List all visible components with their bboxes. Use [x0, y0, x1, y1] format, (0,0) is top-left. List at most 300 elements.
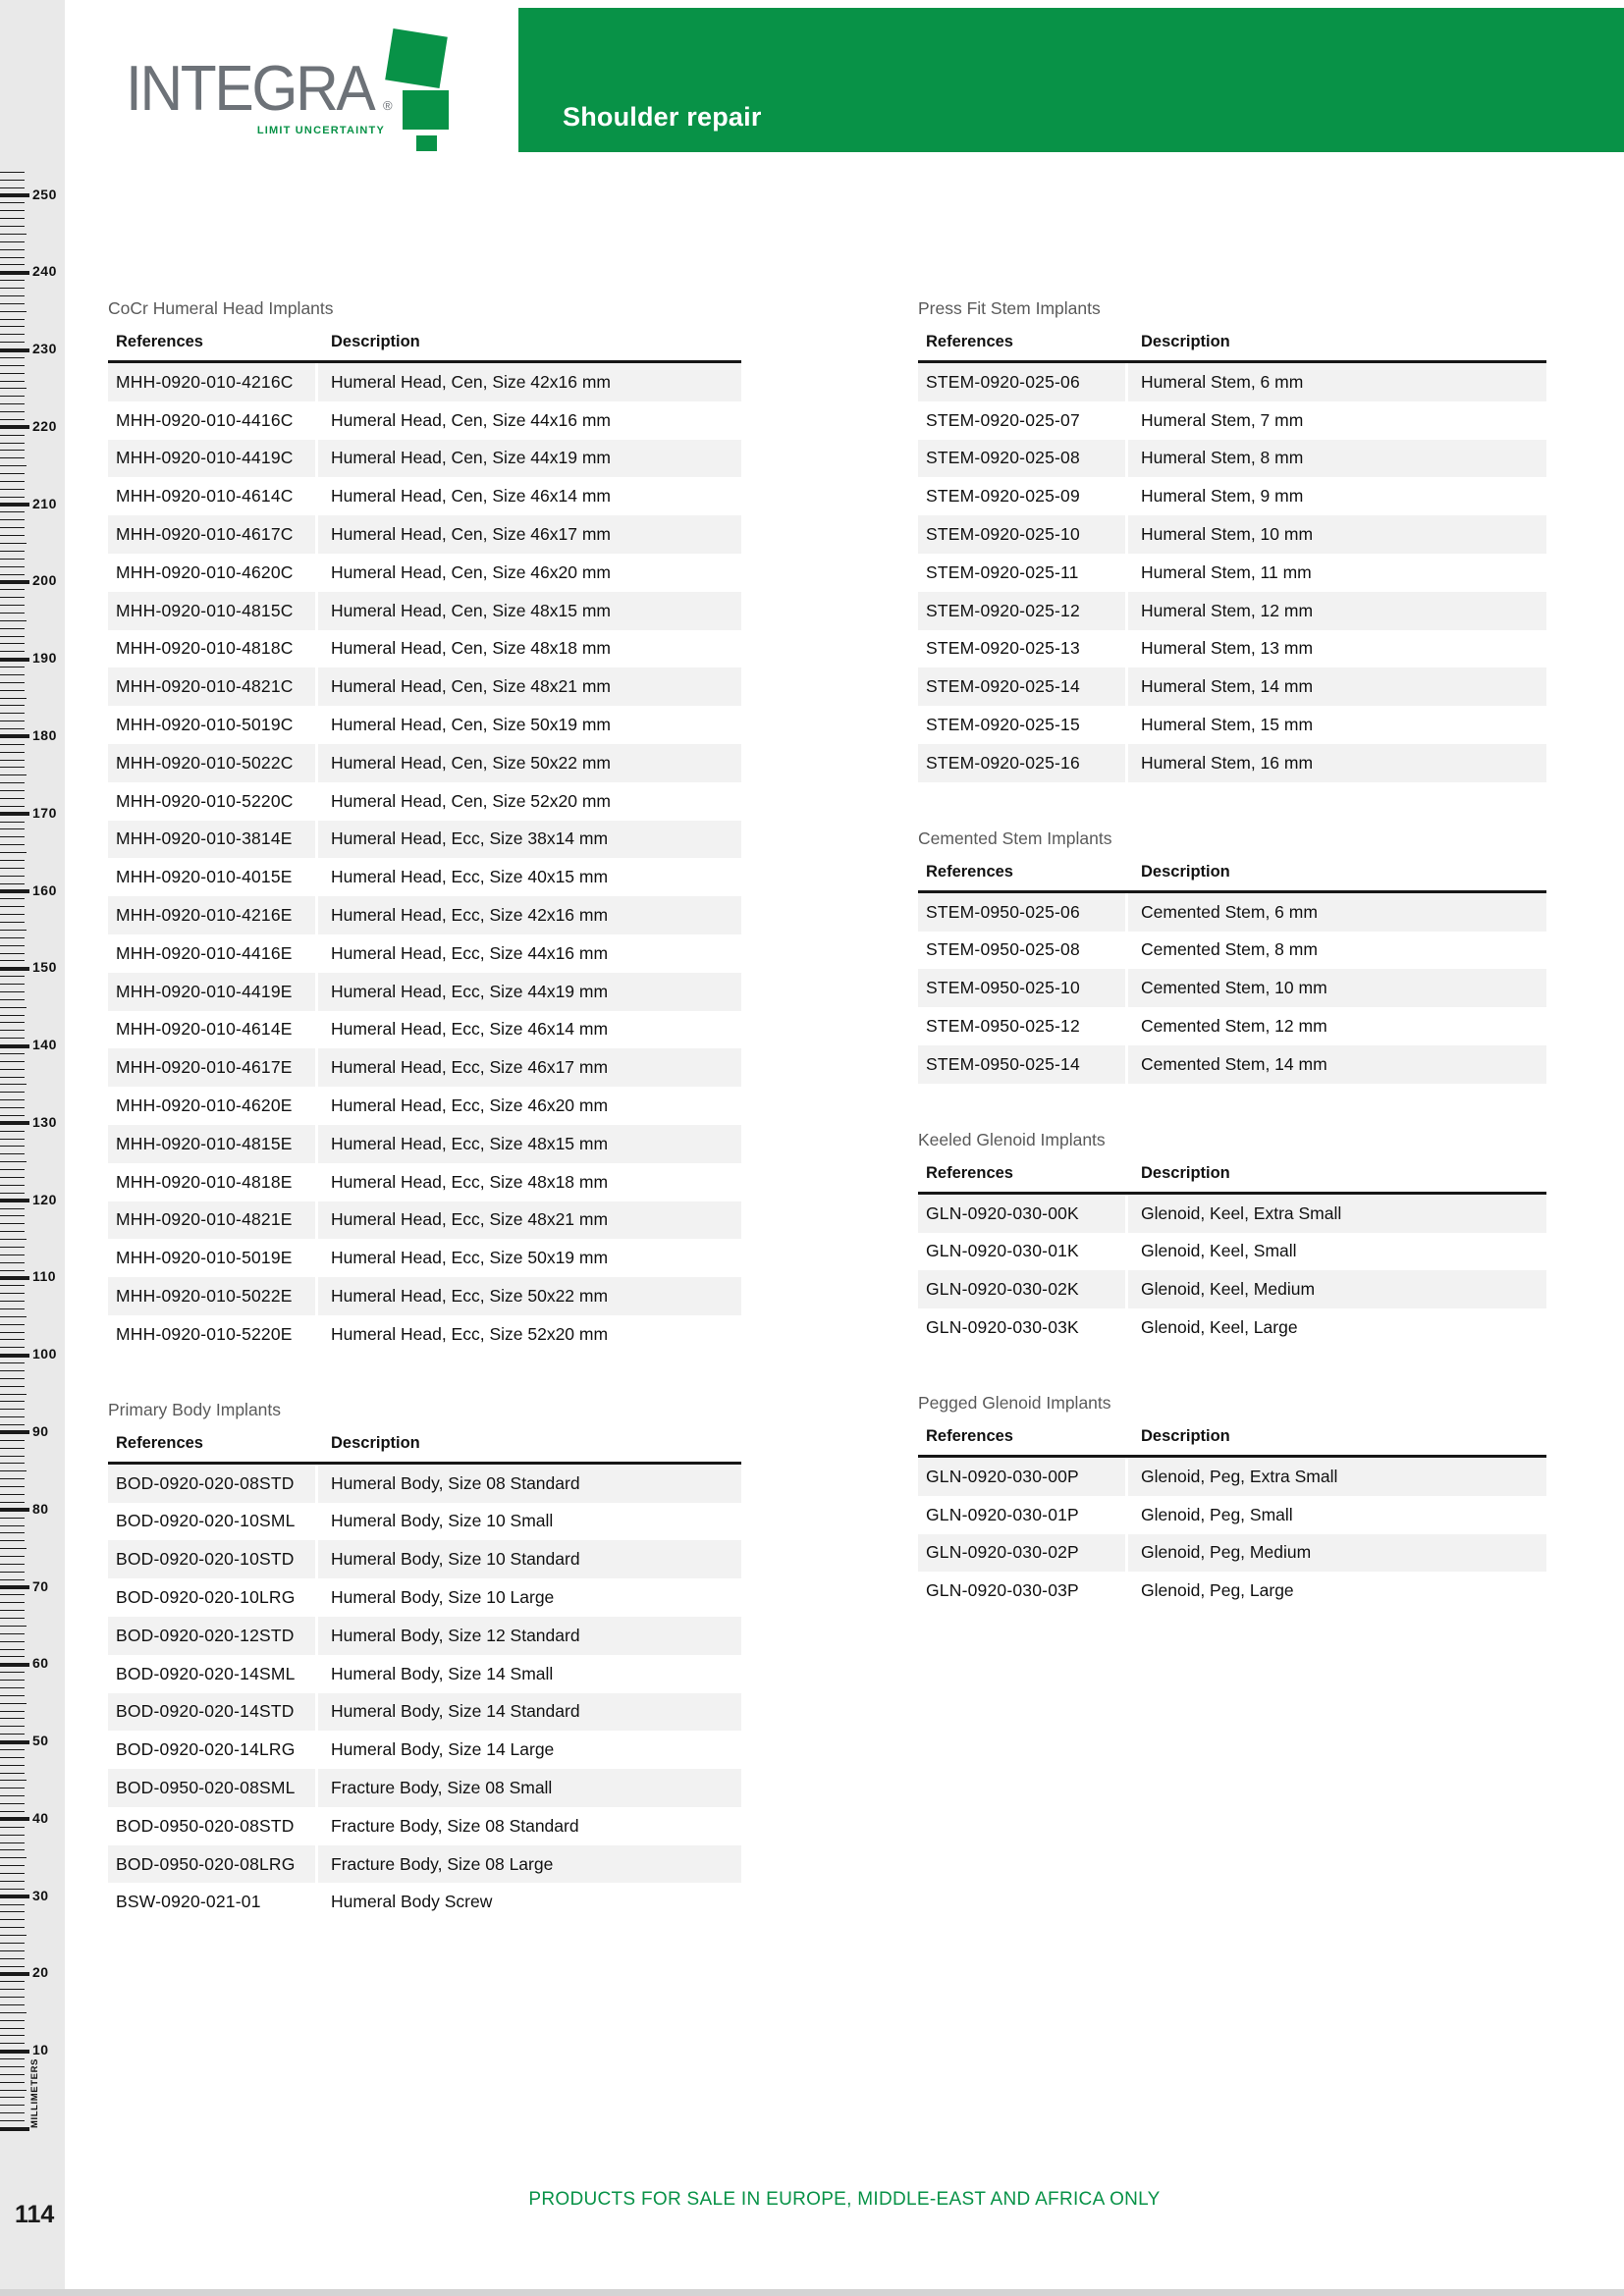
logo-square-icon — [403, 90, 449, 130]
reference-cell: STEM-0920-025-09 — [926, 486, 1080, 507]
reference-cell: BOD-0950-020-08STD — [116, 1815, 295, 1836]
description-cell: Fracture Body, Size 08 Standard — [331, 1815, 579, 1836]
table-row — [108, 515, 741, 554]
ruler-label: 80 — [32, 1500, 49, 1517]
description-cell: Humeral Stem, 7 mm — [1141, 409, 1304, 430]
reference-cell: GLN-0920-030-02P — [918, 1534, 1125, 1573]
ruler-tick — [0, 1069, 25, 1070]
reference-cell: GLN-0920-030-00P — [918, 1458, 1125, 1496]
reference-cell: MHH-0920-010-4015E — [116, 867, 293, 887]
ruler-tick — [0, 1022, 25, 1023]
ruler-tick — [0, 1532, 25, 1533]
logo-square-icon — [416, 135, 437, 151]
ruler-tick — [0, 1919, 25, 1920]
ruler-tick — [0, 257, 25, 258]
ruler-unit-label: MILLIMETERS — [29, 2058, 40, 2128]
reference-cell: BOD-0920-020-08STD — [108, 1465, 315, 1503]
description-cell: Humeral Head, Ecc, Size 52x20 mm — [331, 1323, 609, 1344]
ruler-tick — [0, 1857, 27, 1858]
ruler-tick — [0, 473, 25, 474]
description-cell: Humeral Body, Size 12 Standard — [318, 1617, 741, 1655]
ruler-tick — [0, 906, 25, 907]
ruler-tick — [0, 210, 25, 211]
table-row — [108, 477, 741, 515]
ruler-tick — [0, 2035, 25, 2036]
table-row — [108, 1617, 741, 1655]
ruler-tick — [0, 551, 25, 552]
reference-cell: BOD-0920-020-10SML — [116, 1511, 296, 1531]
ruler-tick — [0, 1594, 25, 1595]
ruler-tick — [0, 836, 25, 837]
table-body — [918, 363, 1546, 782]
reference-cell: MHH-0920-010-4419E — [108, 973, 315, 1011]
description-column-header: Description — [331, 333, 420, 350]
table-row — [918, 630, 1546, 668]
reference-cell: MHH-0920-010-5220E — [116, 1323, 293, 1344]
table-row — [918, 554, 1546, 592]
ruler-tick — [0, 373, 25, 374]
registered-trademark-symbol: ® — [383, 98, 393, 113]
ruler-tick — [0, 503, 29, 507]
ruler-tick — [0, 1470, 27, 1471]
ruler-tick — [0, 1084, 27, 1085]
ruler-tick — [0, 690, 25, 691]
description-cell: Glenoid, Keel, Medium — [1128, 1270, 1546, 1308]
ruler-tick — [0, 580, 29, 584]
ruler-tick — [0, 806, 25, 807]
ruler-tick — [0, 234, 27, 235]
table-body — [108, 363, 741, 1354]
ruler-tick — [0, 1695, 25, 1696]
logo-tagline: LIMIT UNCERTAINTY — [256, 125, 385, 136]
description-cell: Humeral Stem, 16 mm — [1128, 744, 1546, 782]
table-row — [918, 592, 1546, 630]
ruler-tick — [0, 1734, 25, 1735]
ruler-tick — [0, 2082, 25, 2083]
ruler-tick — [0, 1030, 25, 1031]
description-cell: Humeral Body Screw — [331, 1892, 493, 1912]
description-cell: Humeral Body, Size 10 Large — [331, 1587, 555, 1607]
ruler-tick — [0, 249, 25, 250]
ruler-tick — [0, 945, 25, 946]
table-row — [108, 1277, 741, 1315]
ruler-label: 160 — [32, 881, 57, 898]
ruler-tick — [0, 1827, 25, 1828]
tables-column-left — [108, 297, 741, 1966]
ruler-tick — [0, 574, 25, 575]
ruler-label: 90 — [32, 1422, 49, 1439]
ruler-tick — [0, 1208, 25, 1209]
ruler-tick — [0, 1193, 25, 1194]
table-row — [918, 440, 1546, 478]
ruler-tick — [0, 1610, 25, 1611]
table-header-row — [918, 1164, 1546, 1195]
reference-cell: STEM-0920-025-12 — [918, 592, 1125, 630]
ruler-tick — [0, 1077, 25, 1078]
logo-square-icon — [385, 28, 448, 88]
table-section — [918, 1392, 1546, 1610]
table-section — [918, 297, 1546, 782]
ruler-tick — [0, 1718, 25, 1719]
ruler-tick — [0, 1131, 25, 1132]
ruler-tick — [0, 1981, 25, 1982]
description-cell: Cemented Stem, 10 mm — [1128, 969, 1546, 1007]
ruler-label: 150 — [32, 959, 57, 976]
reference-cell: MHH-0920-010-5019C — [116, 715, 294, 735]
ruler-tick — [0, 1711, 25, 1712]
table-row — [108, 667, 741, 706]
table-row — [108, 1503, 741, 1541]
ruler-tick — [0, 1324, 25, 1325]
ruler-tick — [0, 1540, 25, 1541]
ruler-tick — [0, 1726, 25, 1727]
reference-cell: BOD-0920-020-14STD — [108, 1693, 315, 1732]
reference-cell: MHH-0920-010-5022C — [108, 744, 315, 782]
ruler-tick — [0, 2066, 25, 2067]
ruler-tick — [0, 860, 25, 861]
ruler-tick — [0, 790, 25, 791]
reference-cell: BSW-0920-021-01 — [116, 1892, 261, 1912]
reference-cell: STEM-0920-025-10 — [918, 515, 1125, 554]
ruler-tick — [0, 937, 25, 938]
reference-cell: MHH-0920-010-4614E — [116, 1019, 293, 1040]
ruler-tick — [0, 2120, 25, 2121]
ruler-tick — [0, 271, 29, 275]
ruler-tick — [0, 1842, 25, 1843]
ruler-tick — [0, 288, 25, 289]
table-row — [918, 744, 1546, 782]
ruler-tick — [0, 450, 25, 451]
ruler-tick — [0, 457, 25, 458]
reference-cell: GLN-0920-030-00K — [918, 1195, 1125, 1233]
ruler-tick — [0, 365, 25, 366]
ruler-tick — [0, 2105, 25, 2106]
table-body — [918, 1195, 1546, 1347]
description-cell: Humeral Stem, 14 mm — [1128, 667, 1546, 706]
ruler-tick — [0, 1997, 25, 1998]
ruler-tick — [0, 1409, 25, 1410]
description-cell: Cemented Stem, 14 mm — [1128, 1045, 1546, 1084]
ruler-label: 220 — [32, 417, 57, 434]
reference-cell: STEM-0920-025-08 — [918, 440, 1125, 478]
description-cell: Glenoid, Keel, Large — [1141, 1317, 1298, 1338]
ruler-label: 200 — [32, 572, 57, 589]
table-header-row — [918, 333, 1546, 363]
table-row — [918, 1270, 1546, 1308]
ruler-tick — [0, 1463, 25, 1464]
ruler-tick — [0, 1865, 25, 1866]
table-row — [108, 1048, 741, 1087]
integra-logo-text: INTEGRA — [126, 52, 374, 124]
table-row — [918, 1572, 1546, 1610]
description-cell: Humeral Head, Cen, Size 46x17 mm — [318, 515, 741, 554]
ruler-tick — [0, 1757, 25, 1758]
ruler-tick — [0, 1099, 25, 1100]
ruler-tick — [0, 425, 29, 429]
description-cell: Humeral Stem, 11 mm — [1141, 561, 1312, 582]
ruler-tick — [0, 1795, 25, 1796]
reference-cell: MHH-0920-010-4815C — [108, 592, 315, 630]
ruler-tick — [0, 728, 25, 729]
reference-cell: MHH-0920-010-4419C — [108, 440, 315, 478]
description-column-header: Description — [1141, 1163, 1230, 1182]
reference-cell: GLN-0920-030-02K — [918, 1270, 1125, 1308]
ruler-tick — [0, 1518, 25, 1519]
ruler-label: 50 — [32, 1733, 49, 1749]
table-row — [108, 1693, 741, 1732]
references-column-header: References — [926, 1163, 1013, 1182]
ruler-tick — [0, 1641, 25, 1642]
table-row — [108, 1769, 741, 1807]
ruler-tick — [0, 852, 27, 853]
reference-cell: MHH-0920-010-4818C — [116, 638, 294, 659]
ruler-tick — [0, 1215, 25, 1216]
ruler-tick — [0, 334, 25, 335]
ruler-label: 60 — [32, 1655, 49, 1672]
section-title: Keeled Glenoid Implants — [918, 1129, 1106, 1149]
ruler-tick — [0, 1740, 29, 1744]
table-row — [918, 1195, 1546, 1233]
ruler-tick — [0, 1347, 25, 1348]
reference-cell: STEM-0950-025-06 — [918, 893, 1125, 932]
reference-cell: MHH-0920-010-4821C — [108, 667, 315, 706]
ruler-tick — [0, 1354, 29, 1358]
ruler-tick — [0, 559, 25, 560]
description-column-header: Description — [1141, 862, 1230, 881]
table-section — [108, 1399, 741, 1922]
description-cell: Humeral Stem, 12 mm — [1128, 592, 1546, 630]
description-cell: Humeral Head, Cen, Size 44x19 mm — [318, 440, 741, 478]
ruler-tick — [0, 1803, 25, 1804]
description-cell: Humeral Head, Ecc, Size 46x17 mm — [318, 1048, 741, 1087]
ruler-tick — [0, 2058, 25, 2059]
section-title: Pegged Glenoid Implants — [918, 1392, 1111, 1413]
reference-cell: BOD-0920-020-10LRG — [116, 1587, 296, 1607]
reference-cell: GLN-0920-030-03P — [926, 1580, 1079, 1601]
ruler-tick — [0, 280, 25, 281]
ruler-tick — [0, 674, 25, 675]
ruler-tick — [0, 1247, 25, 1248]
reference-cell: STEM-0920-025-13 — [926, 638, 1080, 659]
table-row — [108, 401, 741, 440]
ruler-tick — [0, 868, 25, 869]
ruler-tick — [0, 1703, 27, 1704]
description-cell: Humeral Stem, 8 mm — [1128, 440, 1546, 478]
ruler-tick — [0, 1401, 25, 1402]
reference-cell: MHH-0920-010-4614C — [116, 486, 294, 507]
ruler-tick — [0, 613, 25, 614]
reference-cell: MHH-0920-010-3814E — [108, 821, 315, 859]
description-column-header: Description — [1141, 1426, 1230, 1445]
ruler-tick — [0, 1386, 25, 1387]
ruler-tick — [0, 914, 25, 915]
ruler-tick — [0, 519, 25, 520]
ruler-tick — [0, 1370, 25, 1371]
ruler-tick — [0, 883, 25, 884]
ruler-tick — [0, 1649, 25, 1650]
ruler-tick — [0, 767, 25, 768]
table-section — [108, 297, 741, 1354]
ruler-tick — [0, 2127, 29, 2131]
section-title: Press Fit Stem Implants — [918, 298, 1101, 318]
ruler-tick — [0, 930, 27, 931]
description-cell: Humeral Body, Size 10 Standard — [318, 1540, 741, 1578]
ruler-label: 180 — [32, 726, 57, 743]
ruler-tick — [0, 1199, 29, 1202]
reference-cell: BOD-0950-020-08LRG — [108, 1845, 315, 1884]
ruler-tick — [0, 1115, 25, 1116]
ruler-tick — [0, 1146, 25, 1147]
reference-cell: MHH-0920-010-4617C — [108, 515, 315, 554]
ruler-tick — [0, 1270, 25, 1271]
ruler-tick — [0, 1663, 29, 1667]
ruler-tick — [0, 1223, 25, 1224]
description-cell: Glenoid, Keel, Small — [1141, 1241, 1297, 1261]
description-cell: Humeral Head, Ecc, Size 42x16 mm — [318, 896, 741, 934]
footer-sale-notice: PRODUCTS FOR SALE IN EUROPE, MIDDLE-EAST AND AFRICA ONLY — [528, 2189, 1161, 2210]
ruler-tick — [0, 2028, 25, 2029]
ruler-tick — [0, 1927, 25, 1928]
ruler-tick — [0, 1362, 25, 1363]
ruler-tick — [0, 1092, 25, 1093]
ruler-tick — [0, 628, 25, 629]
ruler-tick — [0, 1378, 25, 1379]
ruler-tick — [0, 976, 25, 977]
references-column-header: References — [926, 862, 1013, 881]
table-row — [918, 667, 1546, 706]
ruler-tick — [0, 734, 29, 738]
reference-cell: STEM-0950-025-14 — [918, 1045, 1125, 1084]
ruler-tick — [0, 1817, 29, 1821]
ruler-tick — [0, 589, 25, 590]
ruler-tick — [0, 435, 25, 436]
ruler-tick — [0, 1749, 25, 1750]
ruler-tick — [0, 1301, 25, 1302]
ruler-tick — [0, 311, 27, 312]
description-cell: Humeral Head, Cen, Size 50x22 mm — [318, 744, 741, 782]
ruler-tick — [0, 953, 25, 954]
ruler-tick — [0, 202, 25, 203]
ruler-tick — [0, 774, 27, 775]
ruler-tick — [0, 636, 25, 637]
table-row — [918, 477, 1546, 515]
table-row — [108, 858, 741, 896]
table-row — [918, 893, 1546, 932]
ruler-tick — [0, 1773, 25, 1774]
description-cell: Humeral Head, Ecc, Size 50x22 mm — [318, 1277, 741, 1315]
ruler-tick — [0, 1572, 25, 1573]
ruler-tick — [0, 682, 25, 683]
ruler-tick — [0, 1680, 25, 1681]
reference-cell: MHH-0920-010-5220C — [116, 790, 294, 811]
ruler-tick — [0, 1508, 29, 1512]
references-column-header: References — [116, 1433, 203, 1452]
table-row — [108, 1011, 741, 1049]
ruler-tick — [0, 218, 25, 219]
ruler-tick — [0, 1656, 25, 1657]
ruler-tick — [0, 2043, 25, 2044]
ruler-tick — [0, 419, 25, 420]
reference-cell: STEM-0920-025-14 — [918, 667, 1125, 706]
ruler — [0, 0, 65, 2296]
ruler-tick — [0, 357, 25, 358]
description-cell: Humeral Head, Cen, Size 48x18 mm — [331, 638, 611, 659]
ruler-tick — [0, 2012, 27, 2013]
ruler-tick — [0, 1332, 25, 1333]
references-column-header: References — [116, 333, 203, 350]
ruler-label: 110 — [32, 1268, 57, 1285]
description-cell: Humeral Head, Cen, Size 52x20 mm — [331, 790, 611, 811]
ruler-label: 190 — [32, 650, 57, 667]
ruler-tick — [0, 348, 29, 352]
ruler-tick — [0, 264, 25, 265]
ruler-tick — [0, 698, 27, 699]
ruler-tick — [0, 1889, 25, 1890]
reference-cell: MHH-0920-010-4620C — [116, 561, 294, 582]
ruler-tick — [0, 960, 25, 961]
ruler-tick — [0, 752, 25, 753]
description-cell: Humeral Head, Cen, Size 48x21 mm — [318, 667, 741, 706]
ruler-tick — [0, 1633, 25, 1634]
ruler-tick — [0, 1061, 25, 1062]
description-cell: Glenoid, Keel, Extra Small — [1128, 1195, 1546, 1233]
description-cell: Humeral Head, Ecc, Size 50x19 mm — [331, 1248, 609, 1268]
ruler-tick — [0, 535, 25, 536]
ruler-tick — [0, 342, 25, 343]
ruler-tick — [0, 497, 25, 498]
ruler-tick — [0, 713, 25, 714]
table-row — [108, 744, 741, 782]
ruler-tick — [0, 226, 25, 227]
ruler-tick — [0, 597, 25, 598]
ruler-tick — [0, 319, 25, 320]
table-row — [108, 1655, 741, 1693]
ruler-tick — [0, 527, 25, 528]
ruler-tick — [0, 396, 25, 397]
reference-cell: MHH-0920-010-5022E — [108, 1277, 315, 1315]
description-cell: Humeral Head, Ecc, Size 46x20 mm — [331, 1095, 609, 1116]
ruler-tick — [0, 1169, 25, 1170]
table-row — [108, 934, 741, 973]
ruler-tick — [0, 1585, 29, 1589]
ruler-tick — [0, 2112, 25, 2113]
table-row — [108, 440, 741, 478]
table-row — [108, 896, 741, 934]
reference-cell: MHH-0920-010-4216C — [108, 363, 315, 401]
ruler-tick — [0, 1339, 25, 1340]
description-cell: Humeral Head, Ecc, Size 44x19 mm — [318, 973, 741, 1011]
description-cell: Cemented Stem, 12 mm — [1141, 1016, 1327, 1037]
reference-cell: MHH-0920-010-4821E — [108, 1201, 315, 1240]
ruler-label: 240 — [32, 263, 57, 280]
description-cell: Humeral Head, Cen, Size 44x16 mm — [331, 409, 611, 430]
table-row — [108, 1315, 741, 1354]
description-cell: Humeral Body, Size 10 Small — [331, 1511, 554, 1531]
description-cell: Glenoid, Peg, Medium — [1128, 1534, 1546, 1573]
ruler-tick — [0, 876, 25, 877]
table-row — [918, 1496, 1546, 1534]
ruler-tick — [0, 1950, 25, 1951]
description-cell: Glenoid, Peg, Large — [1141, 1580, 1294, 1601]
description-cell: Humeral Body, Size 14 Standard — [318, 1693, 741, 1732]
ruler-label: 250 — [32, 186, 57, 202]
table-row — [108, 630, 741, 668]
description-cell: Humeral Head, Cen, Size 42x16 mm — [318, 363, 741, 401]
ruler-tick — [0, 1873, 25, 1874]
chapter-title: Shoulder repair — [563, 102, 762, 132]
ruler-tick — [0, 326, 25, 327]
description-cell: Humeral Head, Cen, Size 48x15 mm — [318, 592, 741, 630]
